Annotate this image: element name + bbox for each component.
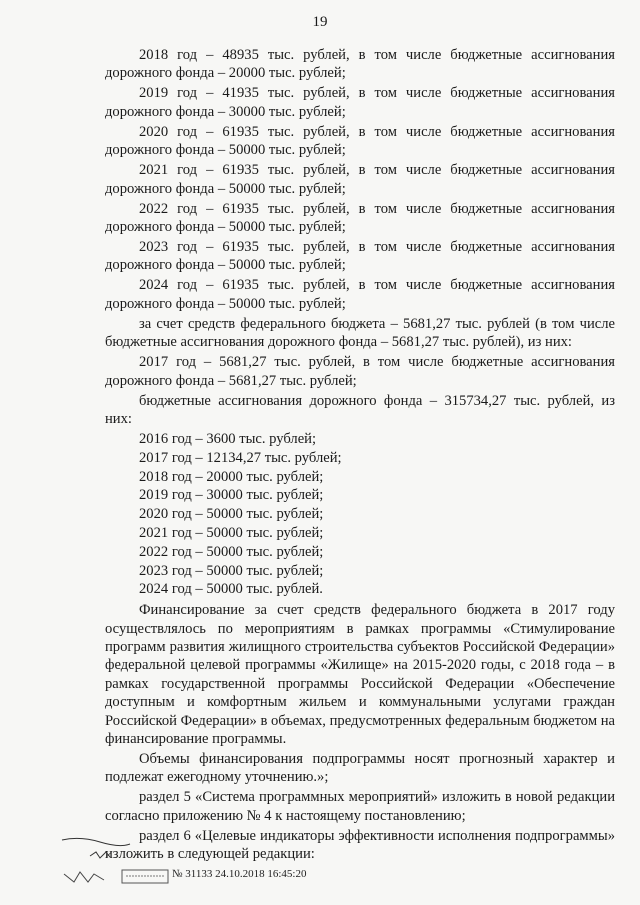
paragraph: 2020 год – 61935 тыс. рублей, в том числе бюджетные ассигнования дорожного фонда – 50000 тыс. рублей; (105, 123, 615, 159)
paragraph: бюджетные ассигнования дорожного фонда – 315734,27 тыс. рублей, из них: (105, 392, 615, 428)
list-item: 2021 год – 50000 тыс. рублей; (139, 525, 324, 542)
list-item: 2019 год – 30000 тыс. рублей; (139, 487, 324, 504)
paragraph: 2024 год – 61935 тыс. рублей, в том числе бюджетные ассигнования дорожного фонда – 50000 тыс. рублей; (105, 277, 615, 312)
paragraph: 2021 год – 61935 тыс. рублей, в том числе бюджетные ассигнования дорожного фонда – 50000 тыс. рублей; (105, 162, 615, 197)
paragraph: Объемы финансирования подпрограммы носят прогнозный характер и подлежат ежегодному уточнению.»; (105, 751, 615, 786)
document-registration-number: № 31133 24.10.2018 16:45:20 (172, 868, 307, 880)
list-item: 2016 год – 3600 тыс. рублей; (139, 431, 317, 448)
paragraph: раздел 5 «Система программных мероприятий» изложить в новой редакции согласно приложению № 4 к настоящему постановлению; (105, 789, 615, 824)
paragraph: 2022 год – 61935 тыс. рублей, в том числе бюджетные ассигнования дорожного фонда – 50000 тыс. рублей; (105, 200, 615, 236)
footer (60, 828, 360, 898)
list-item: 2023 год – 50000 тыс. рублей; (139, 562, 324, 579)
list-item: 2018 год – 20000 тыс. рублей; (139, 468, 324, 485)
page-number: 19 (312, 14, 328, 30)
paragraph: 2019 год – 41935 тыс. рублей, в том числе бюджетные ассигнования дорожного фонда – 30000 тыс. рублей; (105, 85, 615, 120)
paragraph: 2018 год – 48935 тыс. рублей, в том числе бюджетные ассигнования дорожного фонда – 20000 тыс. рублей; (105, 47, 615, 82)
list-item: 2017 год – 12134,27 тыс. рублей; (139, 449, 342, 466)
stamp-mark (120, 866, 170, 886)
list-item: 2022 год – 50000 тыс. рублей; (139, 543, 324, 560)
paragraph: 2017 год – 5681,27 тыс. рублей, в том числе бюджетные ассигнования дорожного фонда – 5681,27 тыс. рублей; (105, 354, 615, 389)
paragraph: за счет средств федерального бюджета – 5681,27 тыс. рублей (в том числе бюджетные ассигнования дорожного фонда – 5681,27 тыс. рублей), из них: (105, 315, 615, 351)
list-item: 2024 год – 50000 тыс. рублей. (139, 581, 323, 598)
road-fund-list (105, 430, 615, 599)
document-body (105, 46, 615, 865)
paragraph: 2023 год – 61935 тыс. рублей, в том числе бюджетные ассигнования дорожного фонда – 50000 тыс. рублей; (105, 239, 615, 274)
paragraph: Финансирование за счет средств федерального бюджета в 2017 году осуществлялось по мероприятиям в рамках программы «Стимулирование программ развития жилищного строительства субъектов Российской Федерации» федеральной целевой программы «Жилище» на 2015-2020 годы, с 2018 года – в рамках государственной программы Российской Федерации «Обеспечение доступным и комфортным жильем и коммунальными услугами граждан Российской Федерации» в объемах, предусмотренных федеральным бюджетом на финансирование программы. (105, 602, 615, 748)
paragraph: раздел 6 «Целевые индикаторы эффективности исполнения подпрограммы» изложить в следующей редакции: (105, 827, 615, 863)
list-item: 2020 год – 50000 тыс. рублей; (139, 506, 324, 523)
